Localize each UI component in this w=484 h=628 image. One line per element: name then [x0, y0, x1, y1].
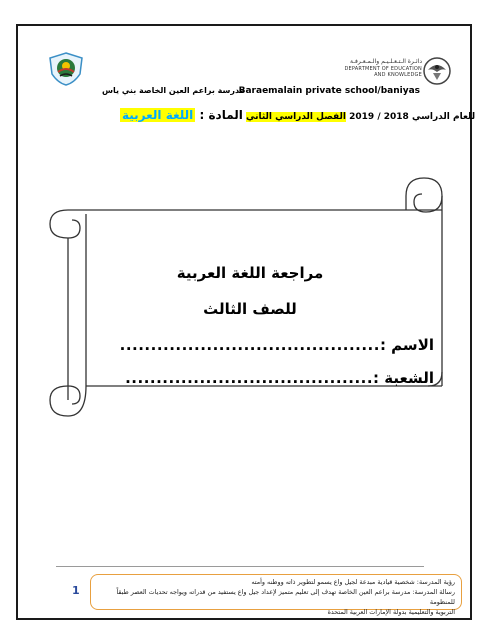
footer-divider — [56, 566, 424, 567]
page-number: 1 — [72, 584, 80, 597]
subject-row — [120, 108, 243, 122]
dept-name-english-2: AND KNOWLEDGE — [374, 72, 422, 78]
section-row — [98, 369, 434, 387]
section-blank-line[interactable]: ........................................ — [125, 369, 374, 387]
dept-name-english-1: DEPARTMENT OF EDUCATION — [344, 66, 422, 72]
vision-text: رؤية المدرسة: شخصية قيادية مبدعة لجيل واع يسمو لتطوير ذاته ووطنه وأمته — [251, 578, 455, 586]
review-title: مراجعة اللغة العربية — [176, 264, 324, 282]
school-name-arabic: مدرسة براعم العين الخاصة بني ياس — [102, 86, 245, 95]
name-blank-line[interactable]: .......................................... — [119, 336, 380, 354]
section-label: الشعبة : — [373, 369, 434, 387]
student-name-row — [98, 336, 434, 354]
subject-label: المادة : — [199, 108, 243, 122]
year-label: للعام الدراسي 2018 / 2019 — [349, 112, 476, 122]
semester-label: الفصل الدراسي الثاني — [246, 112, 346, 122]
subject-value: اللغة العربية — [122, 108, 194, 122]
grade-title: للصف الثالث — [203, 300, 297, 318]
name-label: الاسم : — [379, 336, 434, 354]
dept-name-arabic: دائـرة الـتـعـلـيـم والـمـعـرفـة — [350, 58, 422, 65]
school-name-english: Baraemalain private school/baniyas — [238, 86, 420, 96]
school-logo-icon — [48, 52, 84, 86]
dept-falcon-logo-icon — [422, 56, 452, 86]
mission-text-end: التربوية والتعليمية بدولة الإمارات العربية المتحدة — [327, 608, 455, 616]
year-row — [246, 112, 475, 122]
dept-name — [318, 58, 422, 78]
mission-box — [90, 574, 462, 616]
mission-text: رسالة المدرسة: مدرسة براعم العين الخاصة تهدف إلى تعليم متميز لإعداد جيل واع يستفيد من قدراته ويواجه تحديات العصر طبقاً للمنظومة — [116, 588, 455, 606]
